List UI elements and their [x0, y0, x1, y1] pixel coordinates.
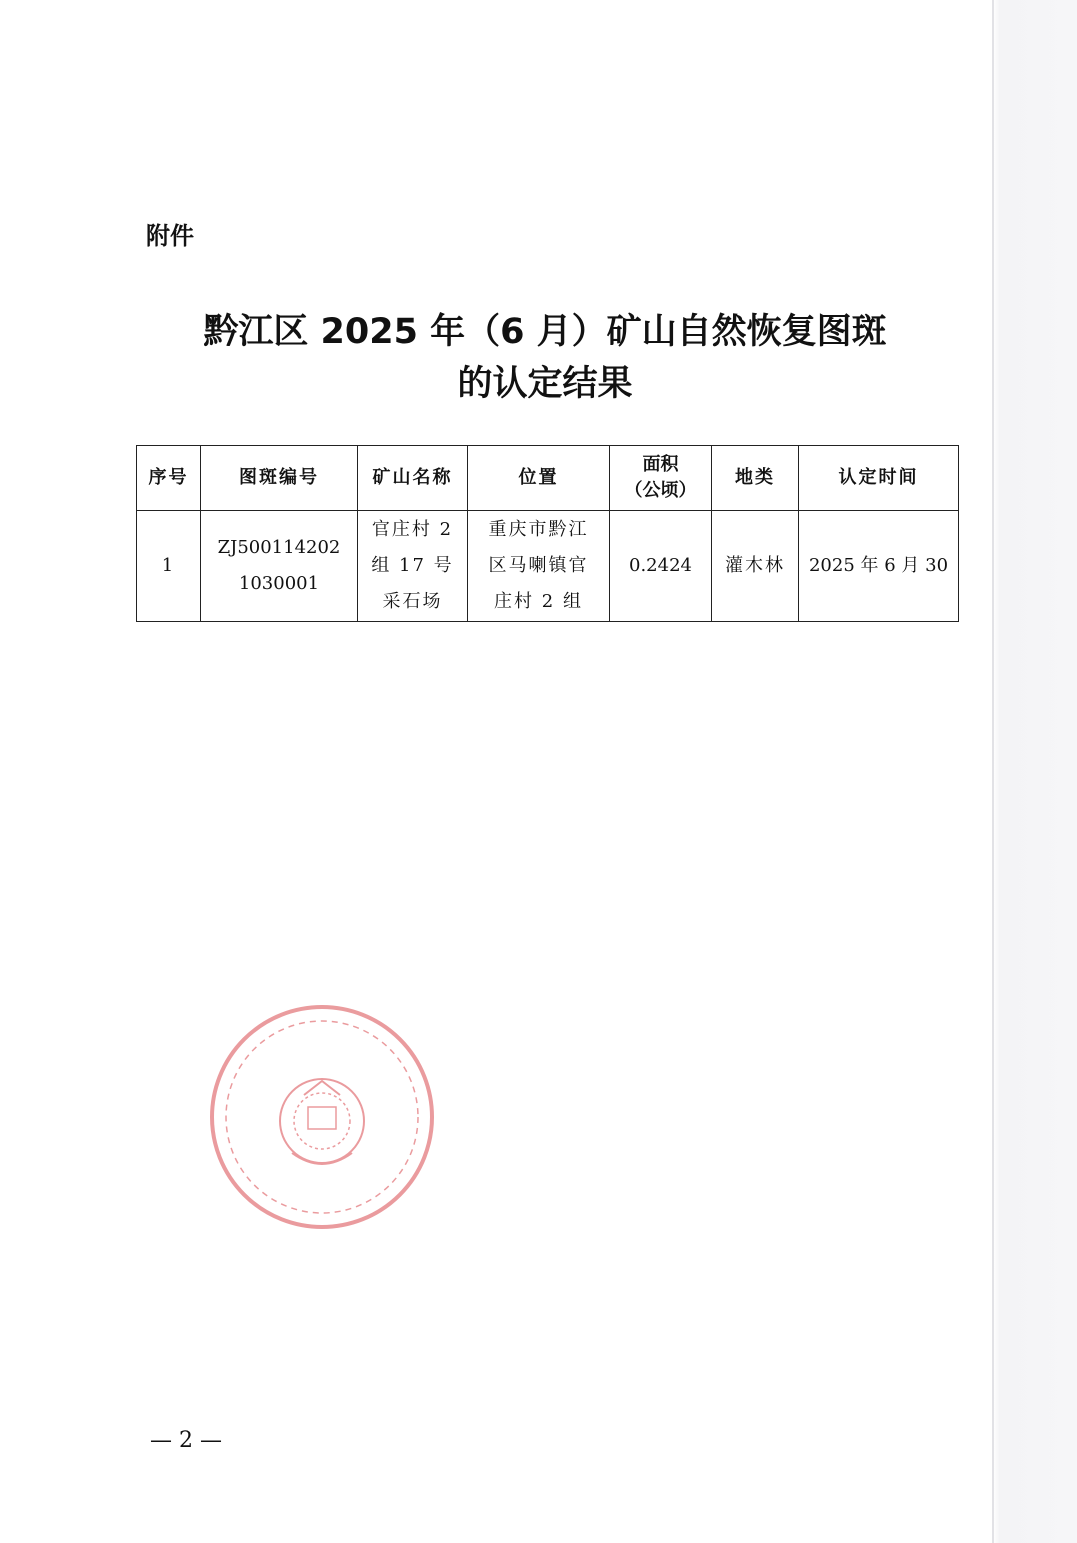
title-line-1: 黔江区 2025 年（6 月）矿山自然恢复图斑	[203, 312, 887, 352]
header-date: 认定时间	[799, 446, 959, 511]
document-title	[120, 306, 970, 410]
cell-index: 1	[137, 511, 201, 622]
table-row	[137, 511, 959, 622]
results-table	[136, 445, 959, 622]
table-header-row	[137, 446, 959, 511]
attachment-label: 附件	[146, 222, 194, 250]
header-land-type: 地类	[712, 446, 799, 511]
header-patch-id: 图斑编号	[201, 446, 358, 511]
header-index: 序号	[137, 446, 201, 511]
page-edge-line	[992, 0, 994, 1543]
cell-date: 2025 年 6 月 30	[799, 511, 959, 622]
header-area: 面积 （公顷）	[610, 446, 712, 511]
title-line-2: 的认定结果	[457, 364, 633, 404]
header-location: 位置	[468, 446, 610, 511]
page-edge-shade	[993, 0, 1077, 1543]
cell-land-type: 灌木林	[712, 511, 799, 622]
page-number: — 2 —	[150, 1428, 222, 1453]
cell-area: 0.2424	[610, 511, 712, 622]
header-mine-name: 矿山名称	[358, 446, 468, 511]
seal-marks	[212, 1007, 432, 1227]
cell-patch-id: ZJ500114202 1030001	[201, 511, 358, 622]
cell-mine-name: 官庄村 2 组 17 号 采石场	[358, 511, 468, 622]
cell-location: 重庆市黔江 区马喇镇官 庄村 2 组	[468, 511, 610, 622]
official-seal-icon	[208, 1003, 436, 1231]
